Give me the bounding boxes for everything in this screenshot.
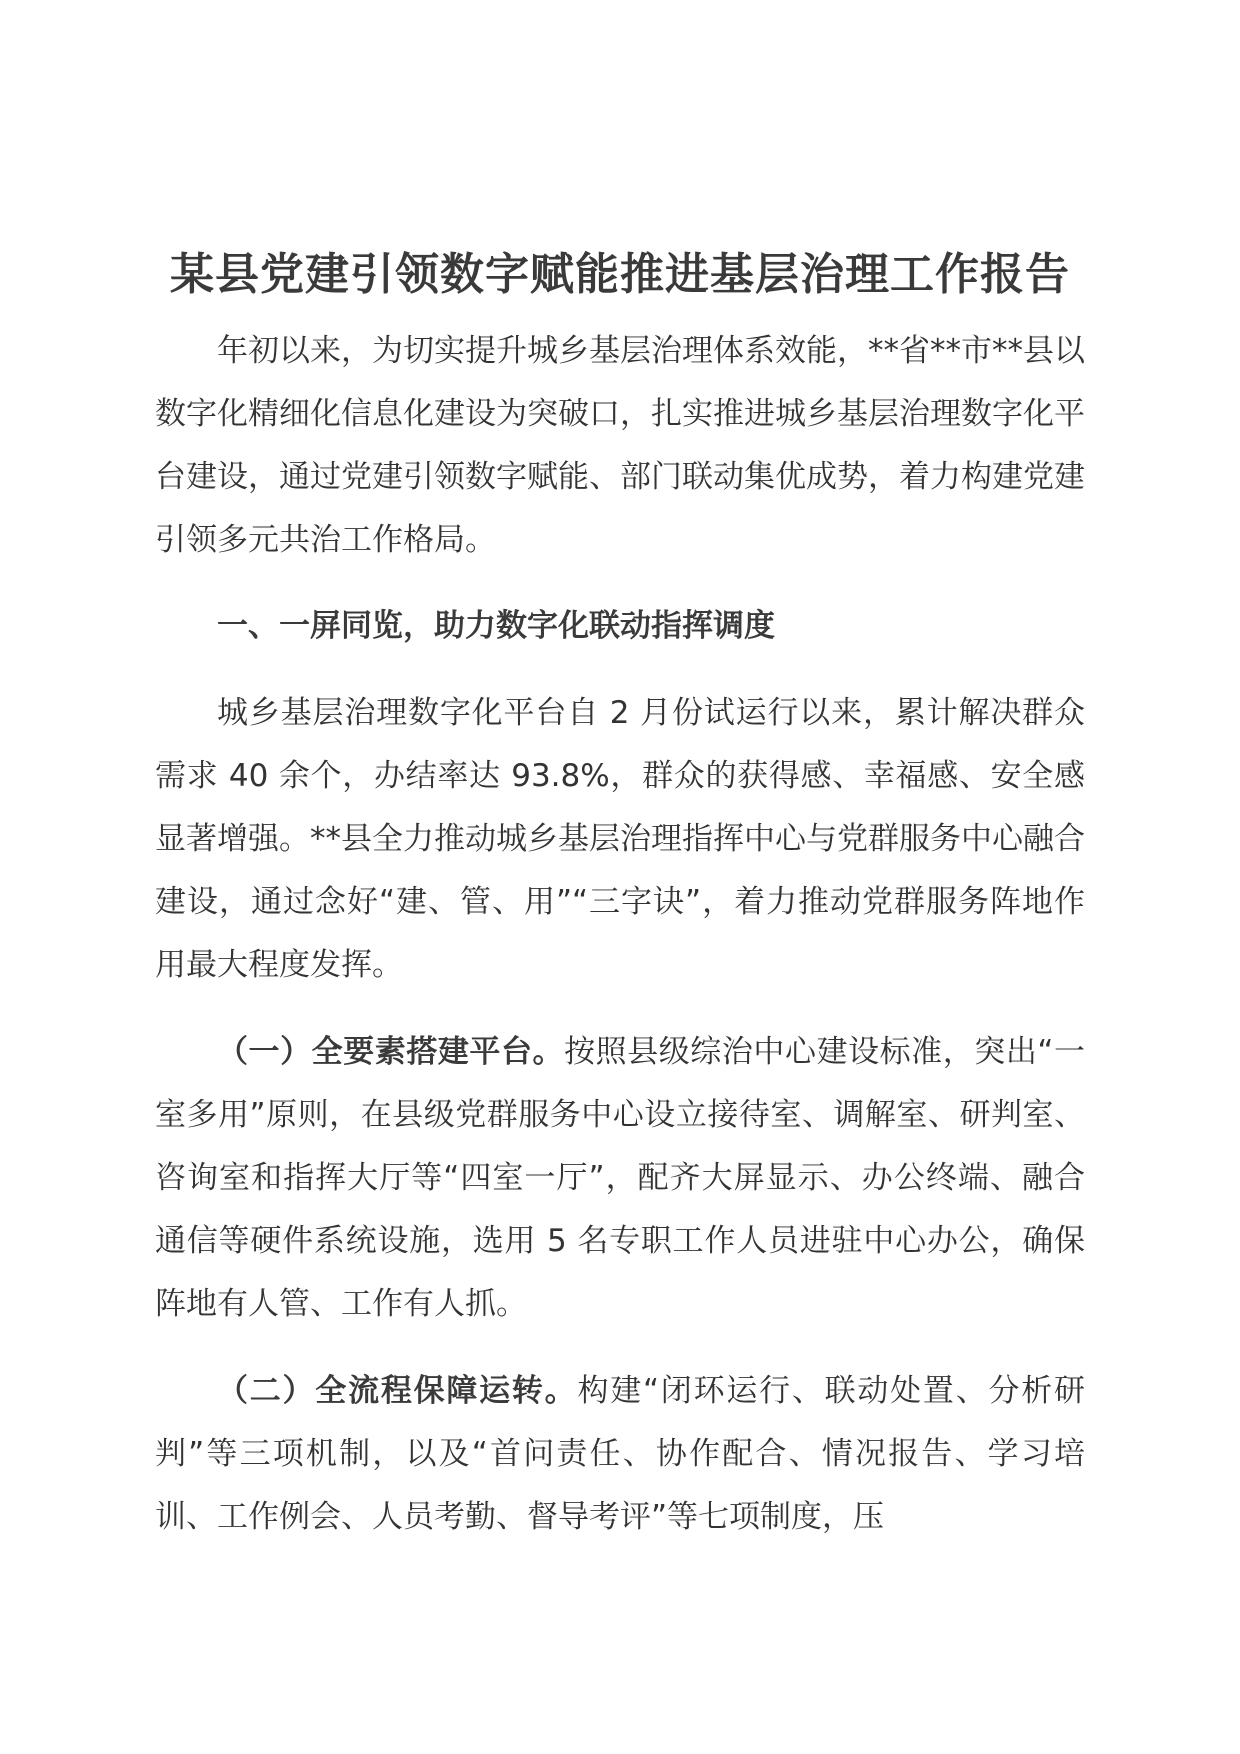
intro-paragraph: 年初以来，为切实提升城乡基层治理体系效能，**省**市**县以数字化精细化信息化建设为突破口，扎实推进城乡基层治理数字化平台建设，通过党建引领数字赋能、部门联动集优成势，着力构建党建引领多元共治工作格局。 (155, 333, 1085, 558)
section-body-paragraph: 城乡基层治理数字化平台自 2 月份试运行以来，累计解决群众需求 40 余个，办结率达 93.8%，群众的获得感、幸福感、安全感显著增强。**县全力推动城乡基层治理指挥中心与党群服务中心融合建设，通过念好“建、管、用”“三字诀”，着力推动党群服务阵地作用最大程度发挥。 (155, 695, 1085, 983)
subsection-paragraph-2 (155, 1360, 1085, 1549)
subsection-lead-1: （一）全要素搭建平台。 (217, 1034, 565, 1070)
subsection-text-2: 构建“闭环运行、联动处置、分析研判”等三项机制，以及“首问责任、协作配合、情况报告、学习培训、工作例会、人员考勤、督导考评”等七项制度，压 (155, 1373, 1085, 1535)
subsection-paragraph-1 (155, 1021, 1085, 1336)
subsection-lead-2: （二）全流程保障运转。 (217, 1373, 578, 1409)
document-title: 某县党建引领数字赋能推进基层治理工作报告 (170, 249, 1070, 300)
subsection-text-1: 按照县级综治中心建设标准，突出“一室多用”原则，在县级党群服务中心设立接待室、调解室、研判室、咨询室和指挥大厅等“四室一厅”，配齐大屏显示、办公终端、融合通信等硬件系统设施，选用 5 名专职工作人员进驻中心办公，确保阵地有人管、工作有人抓。 (155, 1034, 1086, 1322)
section-heading: 一、一屏同览，助力数字化联动指挥调度 (217, 608, 775, 644)
document-page (155, 245, 1085, 1549)
